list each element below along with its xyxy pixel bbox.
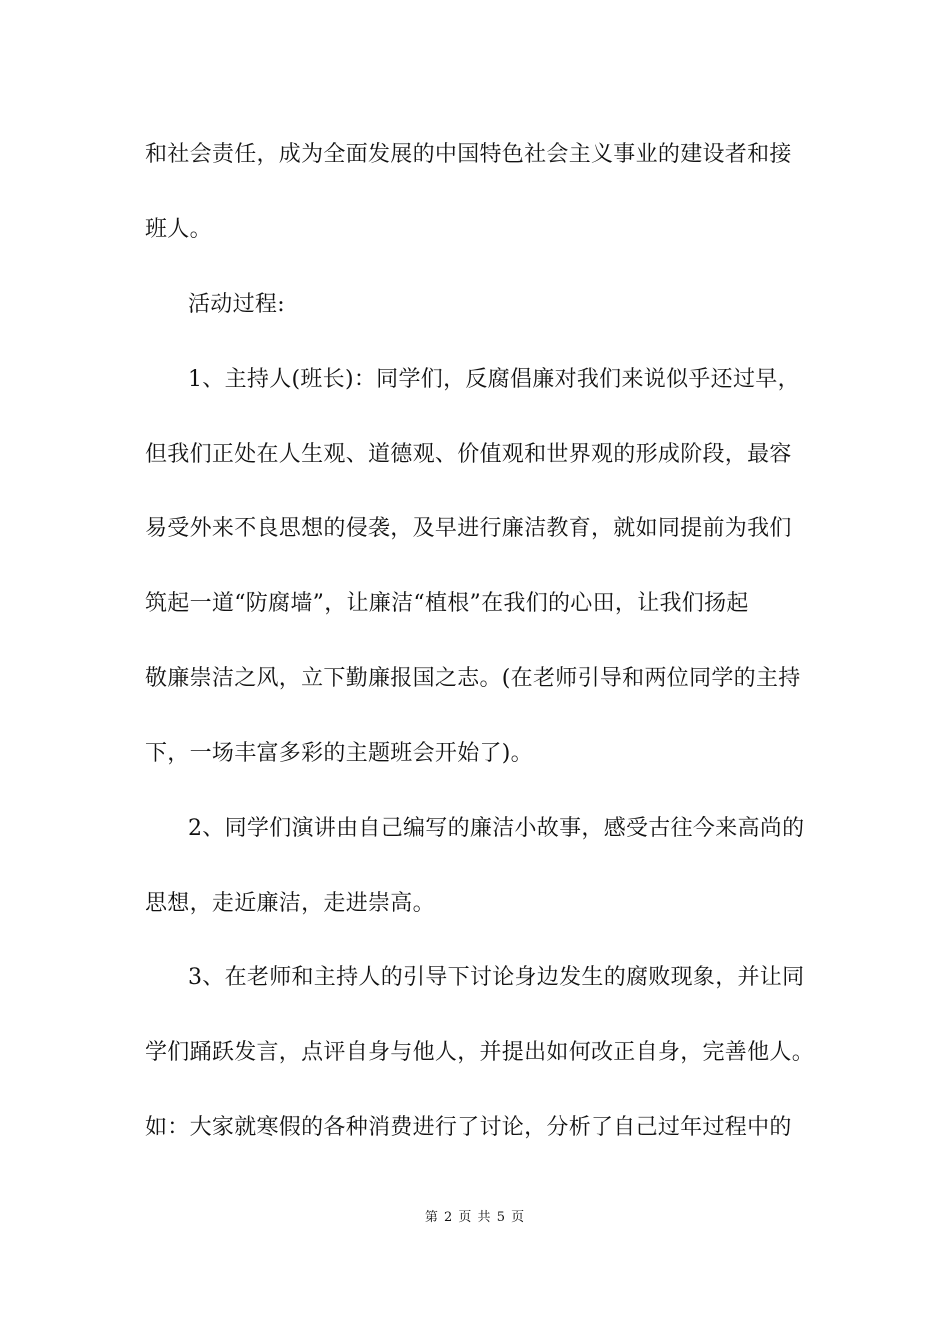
paragraph-line: 1、主持人(班长)：同学们，反腐倡廉对我们来说似乎还过早， xyxy=(188,367,800,392)
paragraph-line: 2、同学们演讲由自己编写的廉洁小故事，感受古往今来高尚的 xyxy=(188,816,805,841)
paragraph-line: 筑起一道“防腐墙”，让廉洁“植根”在我们的心田，让我们扬起 xyxy=(145,591,749,616)
section-heading: 活动过程: xyxy=(188,292,285,317)
paragraph-line: 如：大家就寒假的各种消费进行了讨论，分析了自己过年过程中的 xyxy=(145,1115,792,1140)
paragraph-line: 思想，走近廉洁，走进崇高。 xyxy=(145,891,435,916)
paragraph-line: 班人。 xyxy=(145,217,212,242)
paragraph-line: 敬廉崇洁之风，立下勤廉报国之志。(在老师引导和两位同学的主持 xyxy=(145,666,801,691)
paragraph-line: 学们踊跃发言，点评自身与他人，并提出如何改正自身，完善他人。 xyxy=(145,1040,815,1065)
paragraph-line: 但我们正处在人生观、道德观、价值观和世界观的形成阶段，最容 xyxy=(145,442,792,467)
paragraph-line: 下，一场丰富多彩的主题班会开始了)。 xyxy=(145,741,533,766)
paragraph-line: 3、在老师和主持人的引导下讨论身边发生的腐败现象，并让同 xyxy=(188,965,805,990)
page-number-footer: 第 2 页 共 5 页 xyxy=(424,1210,526,1225)
paragraph-line: 和社会责任，成为全面发展的中国特色社会主义事业的建设者和接 xyxy=(145,142,792,167)
paragraph-line: 易受外来不良思想的侵袭，及早进行廉洁教育，就如同提前为我们 xyxy=(145,516,792,541)
